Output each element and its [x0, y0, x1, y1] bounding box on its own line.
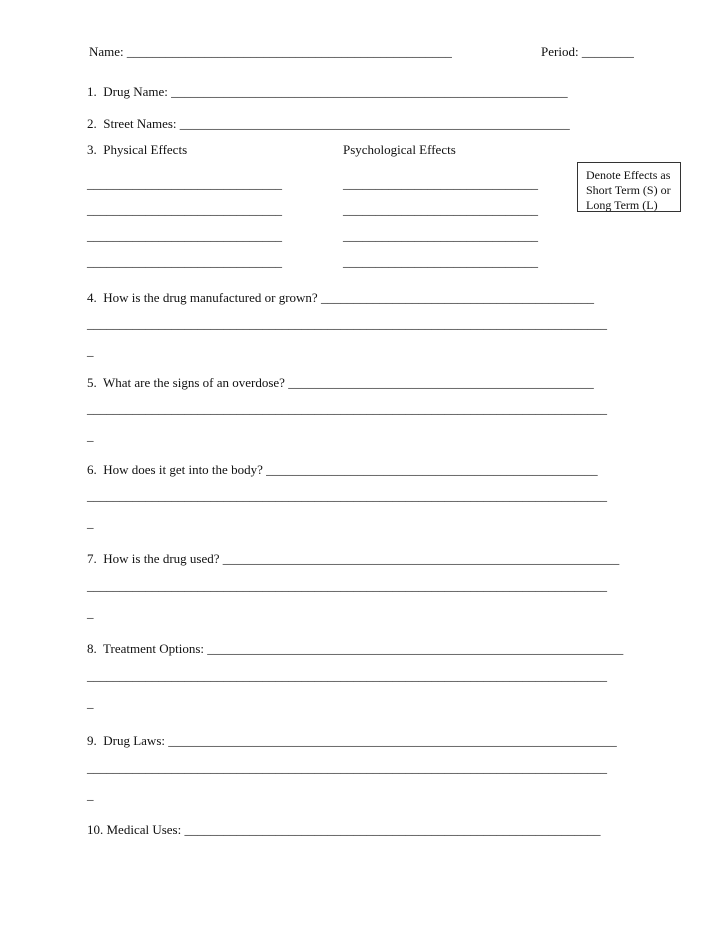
- question-6-blank[interactable]: ___________________________________________________: [266, 462, 598, 477]
- physical-effect-blank[interactable]: ______________________________: [87, 176, 282, 191]
- question-2-prompt: 2. Street Names:: [87, 116, 180, 131]
- name-blank[interactable]: __________________________________________________: [126, 44, 452, 59]
- question-6-prompt: 6. How does it get into the body?: [87, 462, 267, 477]
- question-1-blank[interactable]: _____________________________________________________________: [171, 84, 568, 99]
- answer-line[interactable]: ________________________________________________________________________________: [87, 578, 607, 593]
- question-2-blank[interactable]: ____________________________________________________________: [179, 116, 570, 131]
- psychological-effect-blank[interactable]: ______________________________: [343, 176, 538, 191]
- question-10-blank[interactable]: ________________________________________________________________: [184, 822, 601, 837]
- question-9[interactable]: [87, 733, 617, 749]
- question-1[interactable]: [87, 84, 568, 100]
- question-5-prompt: 5. What are the signs of an overdose?: [87, 375, 289, 390]
- answer-line[interactable]: ________________________________________________________________________________: [87, 668, 607, 683]
- answer-line-tail[interactable]: _: [87, 428, 94, 443]
- psychological-effect-blank[interactable]: ______________________________: [343, 254, 538, 269]
- physical-effect-blank[interactable]: ______________________________: [87, 228, 282, 243]
- note-line: Short Term (S) or: [586, 183, 671, 197]
- question-8-blank[interactable]: ________________________________________________________________: [207, 641, 624, 656]
- psychological-effect-blank[interactable]: ______________________________: [343, 202, 538, 217]
- answer-line[interactable]: ________________________________________________________________________________: [87, 760, 607, 775]
- question-10[interactable]: [87, 822, 600, 838]
- answer-line-tail[interactable]: _: [87, 515, 94, 530]
- period-field-row[interactable]: [541, 44, 634, 60]
- name-field-row[interactable]: [89, 44, 452, 60]
- answer-line[interactable]: ________________________________________________________________________________: [87, 488, 607, 503]
- question-7-prompt: 7. How is the drug used?: [87, 551, 223, 566]
- question-8-prompt: 8. Treatment Options:: [87, 641, 208, 656]
- question-6[interactable]: [87, 462, 598, 478]
- question-10-prompt: 10. Medical Uses:: [87, 822, 185, 837]
- period-blank[interactable]: ________: [581, 44, 634, 59]
- psychological-effect-blank[interactable]: ______________________________: [343, 228, 538, 243]
- question-4-blank[interactable]: __________________________________________: [320, 290, 594, 305]
- note-line: Long Term (L): [586, 198, 658, 212]
- question-5-blank[interactable]: _______________________________________________: [288, 375, 594, 390]
- answer-line-tail[interactable]: _: [87, 343, 94, 358]
- question-9-prompt: 9. Drug Laws:: [87, 733, 169, 748]
- psychological-effects-heading: Psychological Effects: [343, 142, 456, 157]
- question-7-blank[interactable]: _____________________________________________________________: [222, 551, 620, 566]
- physical-effect-blank[interactable]: ______________________________: [87, 202, 282, 217]
- effects-note-box: [577, 162, 681, 212]
- answer-line[interactable]: ________________________________________________________________________________: [87, 316, 607, 331]
- question-4-prompt: 4. How is the drug manufactured or grown?: [87, 290, 321, 305]
- question-9-blank[interactable]: _____________________________________________________________________: [168, 733, 617, 748]
- name-label: Name:: [89, 44, 127, 59]
- answer-line-tail[interactable]: _: [87, 787, 94, 802]
- answer-line-tail[interactable]: _: [87, 695, 94, 710]
- answer-line-tail[interactable]: _: [87, 605, 94, 620]
- question-1-prompt: 1. Drug Name:: [87, 84, 172, 99]
- question-7[interactable]: [87, 551, 619, 567]
- question-8[interactable]: [87, 641, 623, 657]
- physical-effects-heading: 3. Physical Effects: [87, 142, 188, 157]
- period-label: Period:: [541, 44, 582, 59]
- question-4[interactable]: [87, 290, 594, 306]
- question-2[interactable]: [87, 116, 570, 132]
- physical-effect-blank[interactable]: ______________________________: [87, 254, 282, 269]
- answer-line[interactable]: ________________________________________________________________________________: [87, 401, 607, 416]
- note-line: Denote Effects as: [586, 168, 671, 182]
- question-5[interactable]: [87, 375, 594, 391]
